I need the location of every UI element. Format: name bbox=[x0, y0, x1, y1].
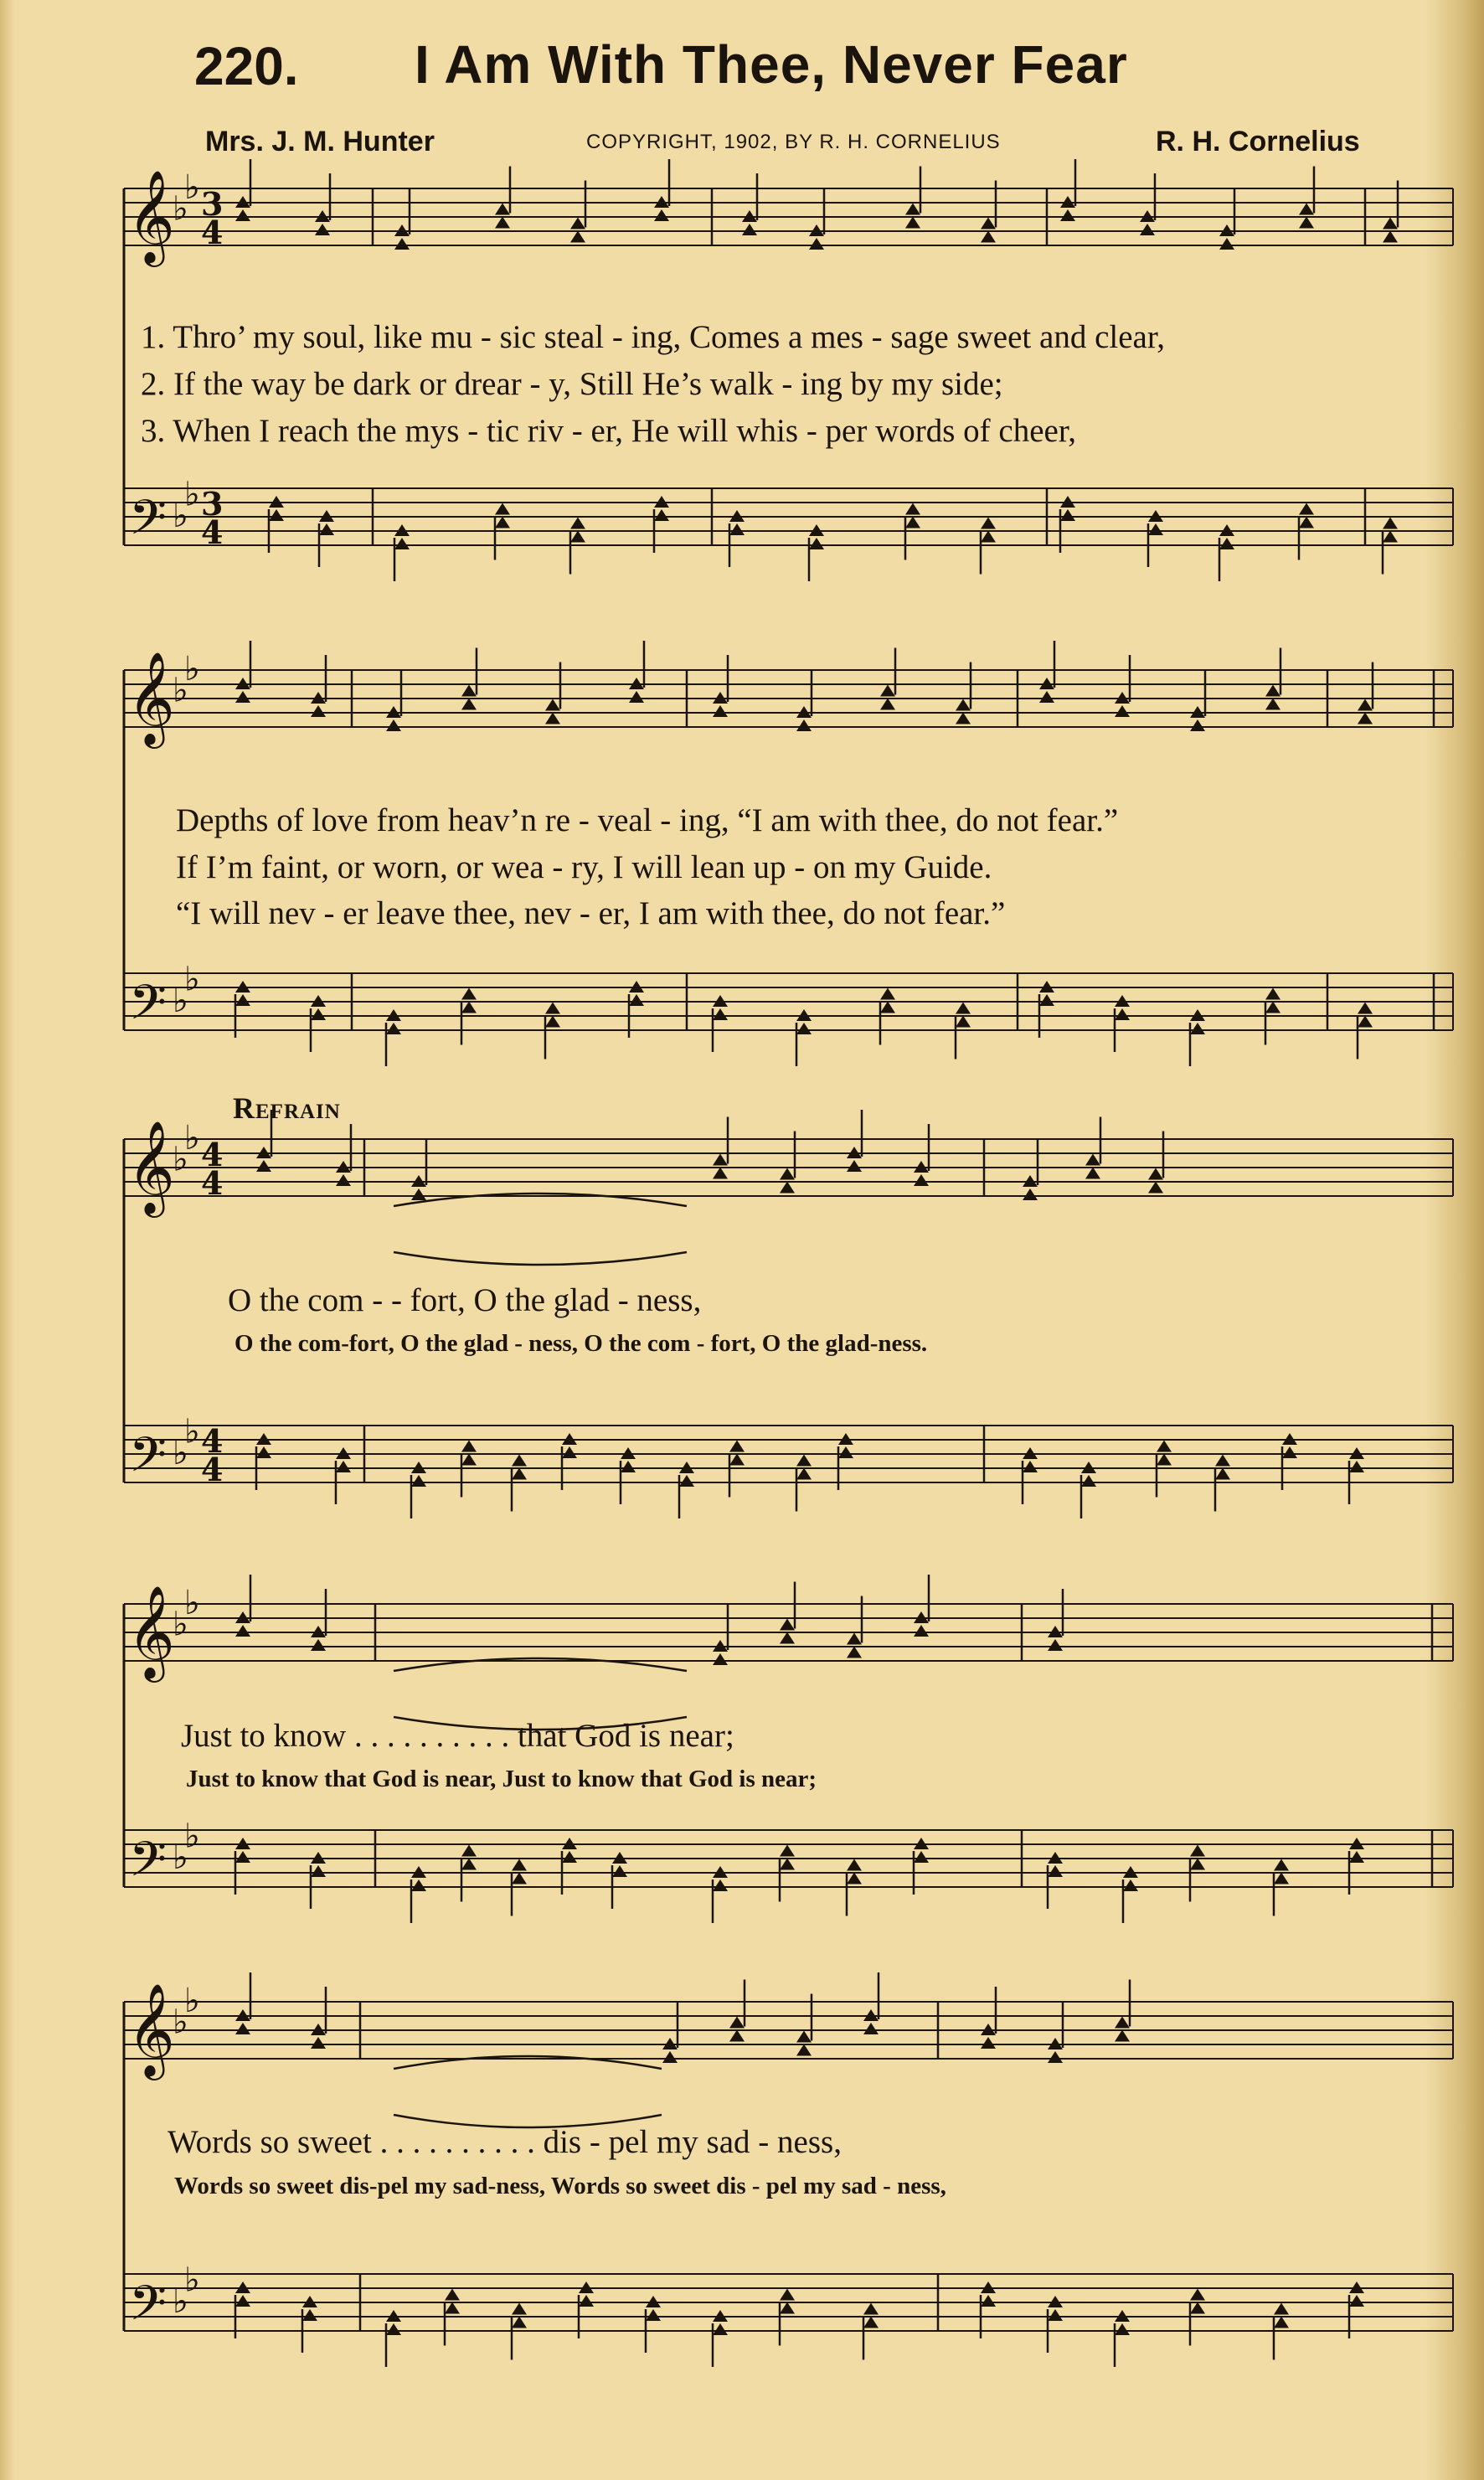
shape-note-head bbox=[1274, 1873, 1289, 1884]
time-signature-numerator: 4 bbox=[201, 1422, 224, 1460]
verse-3-line-2: “I will nev - er leave thee, nev - er, I am with thee, do not fear.” bbox=[176, 895, 1006, 931]
shape-note-head bbox=[1060, 509, 1075, 521]
shape-note-head bbox=[495, 204, 510, 215]
flat-sign-icon: ♭ bbox=[173, 2282, 188, 2321]
shape-note-head bbox=[315, 224, 330, 235]
shape-note-head bbox=[570, 518, 585, 529]
shape-note-head bbox=[1349, 1851, 1364, 1863]
flat-sign-icon: ♭ bbox=[184, 475, 200, 514]
shape-note-head bbox=[1274, 2317, 1289, 2328]
time-signature-numerator: 3 bbox=[201, 185, 224, 223]
shape-note-head bbox=[411, 1879, 426, 1891]
verse-3-line-1: 3. When I reach the mys - tic riv - er, He will whis - per words of cheer, bbox=[141, 413, 1077, 449]
shape-note-head bbox=[1148, 1182, 1163, 1194]
shape-note-head bbox=[1358, 699, 1373, 711]
shape-note-head bbox=[914, 1625, 929, 1637]
shape-note-head bbox=[1190, 2302, 1205, 2314]
shape-note-head bbox=[512, 1455, 527, 1467]
shape-note-head bbox=[612, 1865, 627, 1877]
flat-sign-icon: ♭ bbox=[184, 1584, 200, 1622]
shape-note-head bbox=[729, 1441, 745, 1452]
time-signature-denominator: 4 bbox=[201, 1164, 224, 1202]
shape-note-head bbox=[570, 218, 585, 229]
shape-note-head bbox=[1215, 1468, 1230, 1480]
shape-note-head bbox=[847, 1859, 862, 1871]
shape-note-head bbox=[311, 1865, 326, 1877]
shape-note-head bbox=[956, 699, 971, 711]
shape-note-head bbox=[512, 1859, 527, 1871]
bass-clef-icon: 𝄢 bbox=[129, 974, 167, 1043]
flat-sign-icon: ♭ bbox=[184, 1817, 200, 1856]
shape-note-head bbox=[713, 1653, 728, 1665]
shape-note-head bbox=[1190, 2289, 1205, 2301]
shape-note-head bbox=[780, 1845, 795, 1857]
bass-clef-icon: 𝄢 bbox=[129, 1831, 167, 1900]
shape-note-head bbox=[956, 1003, 971, 1014]
shape-note-head bbox=[1023, 1188, 1038, 1200]
refrain-line-3-lyric: Words so sweet . . . . . . . . . . dis - pel my sad - ness, bbox=[167, 2124, 842, 2160]
shape-note-head bbox=[235, 691, 250, 703]
verse-1-line-1: 1. Thro’ my soul, like mu - sic steal - ing, Comes a mes - sage sweet and clear, bbox=[141, 319, 1166, 355]
shape-note-head bbox=[1081, 1475, 1096, 1487]
treble-clef-icon: 𝄞 bbox=[127, 651, 175, 745]
shape-note-head bbox=[1265, 1002, 1280, 1013]
refrain-line-2-bass-lyric: Just to know that God is near, Just to know that God is near; bbox=[186, 1766, 817, 1792]
shape-note-head bbox=[311, 1639, 326, 1651]
shape-note-head bbox=[1123, 1879, 1138, 1891]
shape-note-head bbox=[1265, 699, 1280, 710]
shape-note-head bbox=[579, 2295, 594, 2307]
refrain-line-3-bass-lyric: Words so sweet dis-pel my sad-ness, Words so sweet dis - pel my sad - ness, bbox=[174, 2173, 946, 2199]
shape-note-head bbox=[1383, 531, 1398, 543]
shape-note-head bbox=[880, 1002, 895, 1013]
shape-note-head bbox=[512, 2303, 527, 2315]
flat-sign-icon: ♭ bbox=[173, 497, 188, 535]
shape-note-head bbox=[461, 699, 477, 710]
time-signature-denominator: 4 bbox=[201, 513, 224, 551]
shape-note-head bbox=[461, 1845, 477, 1857]
shape-note-head bbox=[780, 1859, 795, 1870]
shape-note-head bbox=[1148, 1168, 1163, 1180]
shape-note-head bbox=[386, 1023, 401, 1034]
shape-note-head bbox=[847, 1633, 862, 1645]
shape-note-head bbox=[729, 2017, 745, 2029]
shape-note-head bbox=[512, 1873, 527, 1884]
shape-note-head bbox=[495, 517, 510, 528]
shape-note-head bbox=[1265, 988, 1280, 1000]
flat-sign-icon: ♭ bbox=[184, 1982, 200, 2020]
shape-note-head bbox=[981, 231, 996, 243]
shape-note-head bbox=[796, 719, 812, 731]
shape-note-head bbox=[1358, 713, 1373, 724]
shape-note-head bbox=[302, 2309, 317, 2321]
shape-note-head bbox=[780, 1182, 795, 1194]
shape-note-head bbox=[956, 1016, 971, 1028]
shape-note-head bbox=[1190, 719, 1205, 731]
shape-note-head bbox=[1157, 1454, 1172, 1466]
refrain-line-2-lyric: Just to know . . . . . . . . . . that God is near; bbox=[181, 1718, 734, 1754]
shape-note-head bbox=[495, 503, 510, 515]
shape-note-head bbox=[713, 2323, 728, 2335]
shape-note-head bbox=[1115, 2323, 1130, 2335]
shape-note-head bbox=[796, 2031, 812, 2043]
shape-note-head bbox=[629, 691, 644, 703]
shape-note-head bbox=[729, 523, 745, 535]
shape-note-head bbox=[570, 531, 585, 543]
flat-sign-icon: ♭ bbox=[184, 960, 200, 999]
shape-note-head bbox=[1115, 1008, 1130, 1020]
shape-note-head bbox=[713, 1879, 728, 1891]
shape-note-head bbox=[311, 2037, 326, 2049]
shape-note-head bbox=[1048, 2309, 1063, 2321]
flat-sign-icon: ♭ bbox=[184, 1412, 200, 1451]
shape-note-head bbox=[956, 713, 971, 724]
shape-note-head bbox=[461, 1859, 477, 1870]
shape-note-head bbox=[512, 1468, 527, 1480]
shape-note-head bbox=[235, 2295, 250, 2307]
shape-note-head bbox=[1039, 691, 1054, 703]
shape-note-head bbox=[411, 1475, 426, 1487]
shape-note-head bbox=[545, 713, 560, 724]
shape-note-head bbox=[562, 1851, 577, 1863]
flat-sign-icon: ♭ bbox=[173, 982, 188, 1020]
shape-note-head bbox=[1190, 1023, 1205, 1034]
shape-note-head bbox=[905, 204, 920, 215]
shape-note-head bbox=[838, 1446, 853, 1458]
verse-2-line-1: 2. If the way be dark or drear - y, Still He’s walk - ing by my side; bbox=[141, 366, 1003, 402]
shape-note-head bbox=[336, 1461, 351, 1472]
shape-note-head bbox=[905, 517, 920, 528]
shape-note-head bbox=[1085, 1168, 1100, 1179]
flat-sign-icon: ♭ bbox=[184, 2261, 200, 2300]
shape-note-head bbox=[1274, 2303, 1289, 2315]
shape-note-head bbox=[796, 1023, 812, 1034]
shape-note-head bbox=[629, 994, 644, 1006]
shape-note-head bbox=[880, 685, 895, 697]
shape-note-head bbox=[905, 503, 920, 515]
shape-note-head bbox=[662, 2051, 678, 2063]
hymn-author: Mrs. J. M. Hunter bbox=[205, 126, 435, 157]
treble-clef-icon: 𝄞 bbox=[127, 169, 175, 263]
shape-note-head bbox=[654, 509, 669, 521]
flat-sign-icon: ♭ bbox=[184, 650, 200, 688]
flat-sign-icon: ♭ bbox=[173, 1434, 188, 1472]
time-signature-numerator: 4 bbox=[201, 1136, 224, 1173]
shape-note-head bbox=[981, 2037, 996, 2049]
flat-sign-icon: ♭ bbox=[184, 168, 200, 207]
bass-clef-icon: 𝄢 bbox=[129, 2275, 167, 2343]
shape-note-head bbox=[713, 1008, 728, 1020]
shape-note-head bbox=[1349, 2295, 1364, 2307]
hymn-number: 220. bbox=[194, 36, 299, 96]
shape-note-head bbox=[1215, 1455, 1230, 1467]
refrain-line-1-bass-lyric: O the com-fort, O the glad - ness, O the com - fort, O the glad-ness. bbox=[234, 1330, 928, 1357]
shape-note-head bbox=[235, 1851, 250, 1863]
shape-note-head bbox=[319, 523, 334, 535]
shape-note-head bbox=[981, 531, 996, 543]
shape-note-head bbox=[461, 1002, 477, 1013]
shape-note-head bbox=[461, 988, 477, 1000]
shape-note-head bbox=[847, 1647, 862, 1658]
shape-note-head bbox=[311, 1008, 326, 1020]
flat-sign-icon: ♭ bbox=[173, 671, 188, 710]
shape-note-head bbox=[1358, 1016, 1373, 1028]
copyright-notice: COPYRIGHT, 1902, BY R. H. CORNELIUS bbox=[586, 131, 1001, 153]
time-signature-denominator: 4 bbox=[201, 214, 224, 251]
flat-sign-icon: ♭ bbox=[173, 1605, 188, 1644]
shape-note-head bbox=[386, 719, 401, 731]
shape-note-head bbox=[1383, 231, 1398, 243]
shape-note-head bbox=[914, 1174, 929, 1186]
shape-note-head bbox=[394, 238, 410, 250]
shape-note-head bbox=[1060, 209, 1075, 221]
shape-note-head bbox=[545, 1016, 560, 1028]
flat-sign-icon: ♭ bbox=[173, 2003, 188, 2042]
shape-note-head bbox=[1299, 503, 1314, 515]
verse-2-line-2: If I’m faint, or worn, or wea - ry, I will lean up - on my Guide. bbox=[176, 849, 992, 885]
shape-note-head bbox=[713, 705, 728, 717]
shape-note-head bbox=[780, 1619, 795, 1631]
shape-note-head bbox=[981, 218, 996, 229]
shape-note-head bbox=[914, 1851, 929, 1863]
shape-note-head bbox=[742, 224, 757, 235]
shape-note-head bbox=[780, 2289, 795, 2301]
shape-note-head bbox=[386, 2323, 401, 2335]
shape-note-head bbox=[981, 518, 996, 529]
shape-note-head bbox=[621, 1461, 636, 1472]
verse-1-line-2: Depths of love from heav’n re - veal - ing, “I am with thee, do not fear.” bbox=[176, 802, 1119, 838]
shape-note-head bbox=[981, 2295, 996, 2307]
time-signature-numerator: 3 bbox=[201, 485, 224, 523]
shape-note-head bbox=[311, 705, 326, 717]
shape-note-head bbox=[1140, 224, 1155, 235]
hymn-title: I Am With Thee, Never Fear bbox=[415, 34, 1128, 95]
shape-note-head bbox=[512, 2317, 527, 2328]
shape-note-head bbox=[545, 699, 560, 711]
shape-note-head bbox=[880, 988, 895, 1000]
shape-note-head bbox=[729, 1454, 745, 1466]
hymn-composer: R. H. Cornelius bbox=[1156, 126, 1360, 157]
shape-note-head bbox=[1274, 1859, 1289, 1871]
shape-note-head bbox=[863, 2303, 879, 2315]
shape-note-head bbox=[1115, 2030, 1130, 2042]
shape-note-head bbox=[545, 1003, 560, 1014]
treble-clef-icon: 𝄞 bbox=[127, 1982, 175, 2076]
shape-note-head bbox=[461, 1441, 477, 1452]
shape-note-head bbox=[1383, 518, 1398, 529]
treble-clef-icon: 𝄞 bbox=[127, 1585, 175, 1678]
shape-note-head bbox=[1265, 685, 1280, 697]
shape-note-head bbox=[679, 1475, 694, 1487]
shape-note-head bbox=[1349, 1461, 1364, 1472]
shape-note-head bbox=[461, 1454, 477, 1466]
flat-sign-icon: ♭ bbox=[173, 1838, 188, 1877]
time-signature-denominator: 4 bbox=[201, 1451, 224, 1488]
shape-note-head bbox=[411, 1188, 426, 1200]
shape-note-head bbox=[570, 231, 585, 243]
shape-note-head bbox=[235, 1625, 250, 1637]
shape-note-head bbox=[1085, 1154, 1100, 1166]
shape-note-head bbox=[713, 1154, 728, 1166]
shape-note-head bbox=[394, 538, 410, 549]
shape-note-head bbox=[905, 217, 920, 229]
flat-sign-icon: ♭ bbox=[173, 189, 188, 229]
shape-note-head bbox=[1299, 204, 1314, 215]
shape-note-head bbox=[1048, 1865, 1063, 1877]
bass-clef-icon: 𝄢 bbox=[129, 489, 167, 558]
shape-note-head bbox=[1299, 517, 1314, 528]
shape-note-head bbox=[863, 2317, 879, 2328]
shape-note-head bbox=[654, 209, 669, 221]
shape-note-head bbox=[1190, 1859, 1205, 1870]
shape-note-head bbox=[1219, 238, 1234, 250]
shape-note-head bbox=[269, 509, 284, 521]
shape-note-head bbox=[809, 538, 824, 549]
shape-note-head bbox=[336, 1174, 351, 1186]
shape-note-head bbox=[235, 2023, 250, 2034]
shape-note-head bbox=[562, 1446, 577, 1458]
shape-note-head bbox=[235, 209, 250, 221]
shape-note-head bbox=[729, 2030, 745, 2042]
shape-note-head bbox=[1383, 218, 1398, 229]
shape-note-head bbox=[1115, 2017, 1130, 2029]
tie-arc bbox=[394, 1252, 687, 1265]
refrain-line-1-lyric: O the com - - fort, O the glad - ness, bbox=[228, 1282, 702, 1318]
shape-note-head bbox=[1190, 1845, 1205, 1857]
shape-note-head bbox=[646, 2309, 661, 2321]
flat-sign-icon: ♭ bbox=[184, 1119, 200, 1158]
shape-note-head bbox=[847, 1160, 862, 1172]
shape-note-head bbox=[461, 685, 477, 697]
refrain-label: Refrain bbox=[233, 1091, 341, 1125]
shape-note-head bbox=[1157, 1441, 1172, 1452]
shape-note-head bbox=[713, 1168, 728, 1179]
shape-note-head bbox=[1219, 538, 1234, 549]
shape-note-head bbox=[863, 2023, 879, 2034]
shape-note-head bbox=[796, 1468, 812, 1480]
shape-note-head bbox=[796, 1455, 812, 1467]
flat-sign-icon: ♭ bbox=[173, 1140, 188, 1179]
shape-note-head bbox=[495, 217, 510, 229]
shape-note-head bbox=[1023, 1461, 1038, 1472]
bass-clef-icon: 𝄢 bbox=[129, 1426, 167, 1495]
shape-note-head bbox=[880, 699, 895, 710]
shape-note-head bbox=[1115, 705, 1130, 717]
shape-note-head bbox=[1148, 523, 1163, 535]
shape-note-head bbox=[780, 1168, 795, 1180]
shape-note-head bbox=[780, 1632, 795, 1644]
shape-note-head bbox=[256, 1446, 271, 1458]
shape-note-head bbox=[445, 2289, 460, 2301]
shape-note-head bbox=[1039, 994, 1054, 1006]
shape-note-head bbox=[256, 1160, 271, 1172]
shape-note-head bbox=[1358, 1003, 1373, 1014]
shape-note-head bbox=[1299, 217, 1314, 229]
shape-note-head bbox=[445, 2302, 460, 2314]
shape-note-head bbox=[780, 2302, 795, 2314]
shape-note-head bbox=[1048, 1639, 1063, 1651]
shape-note-head bbox=[809, 238, 824, 250]
shape-note-head bbox=[235, 994, 250, 1006]
shape-note-head bbox=[1048, 2051, 1063, 2063]
shape-note-head bbox=[1282, 1446, 1297, 1458]
shape-note-head bbox=[847, 1873, 862, 1884]
shape-note-head bbox=[796, 2044, 812, 2056]
treble-clef-icon: 𝄞 bbox=[127, 1120, 175, 1214]
